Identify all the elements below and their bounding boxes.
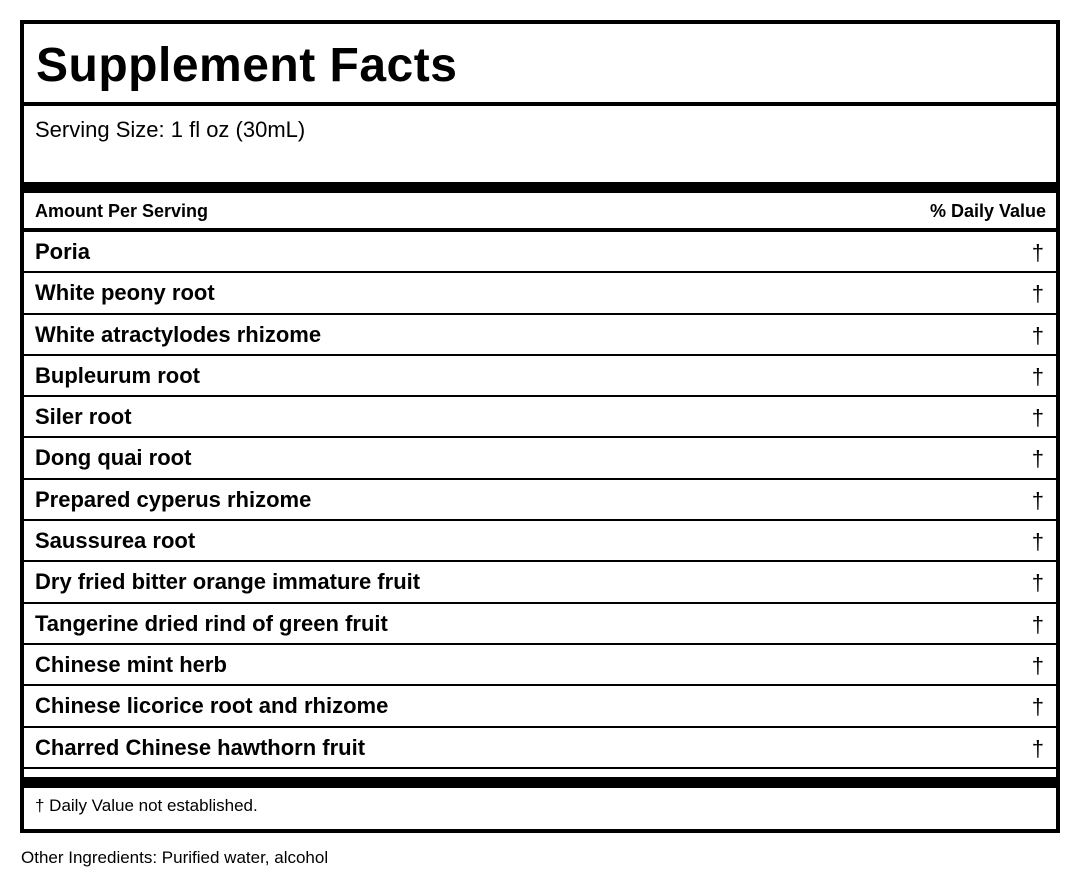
ingredient-daily-value: †: [1031, 363, 1044, 389]
daily-value-header: % Daily Value: [929, 201, 1046, 221]
ingredient-daily-value: †: [1031, 240, 1044, 265]
amount-per-serving-header: Amount Per Serving: [35, 201, 209, 221]
ingredient-name: White atractylodes rhizome: [35, 321, 322, 347]
daily-value-footnote: † Daily Value not established.: [35, 796, 258, 815]
ingredient-daily-value: †: [1031, 322, 1044, 348]
ingredient-row: [24, 480, 1056, 521]
ingredient-row: [24, 604, 1056, 645]
ingredient-name: Chinese mint herb: [35, 651, 227, 677]
ingredient-name: Prepared cyperus rhizome: [35, 486, 312, 512]
ingredient-name: Dry fried bitter orange immature fruit: [35, 569, 421, 595]
ingredient-list: [24, 232, 1056, 769]
ingredient-name: Poria: [35, 239, 91, 264]
ingredient-name: Bupleurum root: [35, 362, 200, 388]
ingredient-daily-value: †: [1031, 694, 1044, 720]
ingredient-daily-value: †: [1031, 652, 1044, 678]
divider-title: [24, 102, 1056, 106]
ingredient-row: [24, 397, 1056, 438]
panel-title: Supplement Facts: [36, 39, 458, 92]
serving-size: Serving Size: 1 fl oz (30mL): [35, 117, 306, 142]
ingredient-name: Tangerine dried rind of green fruit: [35, 610, 388, 636]
ingredient-daily-value: †: [1031, 529, 1044, 555]
supplement-facts-panel: [20, 20, 1060, 833]
ingredient-row: [24, 728, 1056, 769]
ingredient-daily-value: †: [1031, 446, 1044, 472]
ingredient-name: Chinese licorice root and rhizome: [35, 693, 389, 719]
ingredient-row: [24, 562, 1056, 603]
other-ingredients: Other Ingredients: Purified water, alcohol: [21, 848, 329, 867]
ingredient-name: Dong quai root: [35, 445, 192, 471]
ingredient-daily-value: †: [1031, 611, 1044, 637]
thick-divider-bottom: [24, 777, 1056, 788]
ingredient-row: [24, 645, 1056, 686]
ingredient-row: [24, 273, 1056, 314]
ingredient-row: [24, 438, 1056, 479]
ingredient-row: [24, 356, 1056, 397]
ingredient-name: Siler root: [35, 404, 132, 430]
ingredient-row: [24, 315, 1056, 356]
ingredient-daily-value: †: [1031, 405, 1044, 431]
column-header-row: [24, 194, 1056, 229]
ingredient-daily-value: †: [1031, 735, 1044, 761]
ingredient-daily-value: †: [1031, 570, 1044, 596]
ingredient-daily-value: †: [1031, 487, 1044, 513]
ingredient-row: [24, 686, 1056, 727]
ingredient-row: [24, 232, 1056, 273]
ingredient-daily-value: †: [1031, 281, 1044, 307]
ingredient-name: Saussurea root: [35, 528, 196, 554]
ingredient-name: White peony root: [35, 280, 215, 306]
thick-divider-top: [24, 182, 1056, 193]
ingredient-name: Charred Chinese hawthorn fruit: [35, 734, 366, 760]
ingredient-row: [24, 521, 1056, 562]
